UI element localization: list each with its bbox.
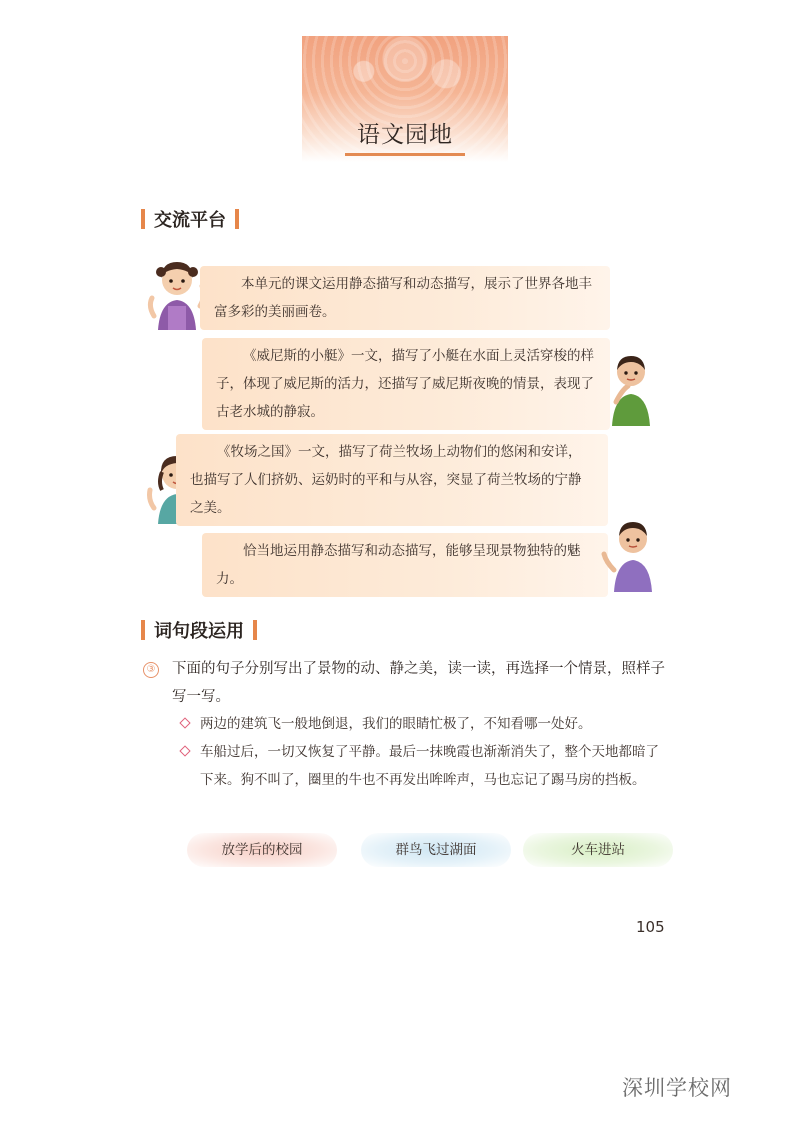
banner-title: 语文园地: [357, 122, 453, 148]
option-school-after-class: 放学后的校园: [187, 833, 337, 867]
option-train-arriving: 火车进站: [523, 833, 673, 867]
speech-bubble-4: 恰当地运用静态描写和动态描写，能够呈现景物独特的魅力。: [202, 533, 608, 597]
example-sentence-1: 两边的建筑飞一般地倒退，我们的眼睛忙极了，不知看哪一处好。: [200, 716, 592, 732]
speech-bubble-1: 本单元的课文运用静态描写和动态描写，展示了世界各地丰富多彩的美丽画卷。: [200, 266, 610, 330]
section-title-exchange: 交流平台: [154, 210, 226, 231]
girl-purple-illustration: [146, 256, 208, 334]
header-bar-right: [253, 620, 257, 640]
page-number: 105: [636, 918, 665, 936]
header-bar-left: [141, 620, 145, 640]
boy-purple-illustration: [600, 512, 666, 596]
speech-bubble-3: 《牧场之国》一文，描写了荷兰牧场上动物们的悠闲和安详，也描写了人们挤奶、运奶时的平和与从容，突显了荷兰牧场的宁静之美。: [176, 434, 608, 526]
header-bar-right: [235, 209, 239, 229]
exercise-number-icon: ③: [143, 662, 159, 678]
speech-bubble-2: 《威尼斯的小艇》一文，描写了小艇在水面上灵活穿梭的样子，体现了威尼斯的活力，还描写了威尼斯夜晚的情景，表现了古老水城的静寂。: [202, 338, 610, 430]
banner-underline: [345, 153, 465, 156]
banner: [302, 36, 508, 162]
diamond-bullet-icon: [179, 745, 190, 756]
header-bar-left: [141, 209, 145, 229]
watermark: 深圳学校网: [622, 1076, 732, 1100]
example-sentence-2: 车船过后，一切又恢复了平静。最后一抹晚霞也渐渐消失了，整个天地都暗了下来。狗不叫了，圈里的牛也不再发出哞哞声，马也忘记了踢马房的挡板。: [200, 744, 659, 788]
section-title-usage: 词句段运用: [154, 621, 244, 642]
boy-green-illustration: [606, 346, 656, 430]
exercise-prompt: 下面的句子分别写出了景物的动、静之美，读一读，再选择一个情景，照样子写一写。: [172, 661, 665, 705]
section-header-exchange: [141, 206, 239, 232]
option-birds-over-lake: 群鸟飞过湖面: [361, 833, 511, 867]
section-header-usage: [141, 617, 257, 643]
diamond-bullet-icon: [179, 717, 190, 728]
